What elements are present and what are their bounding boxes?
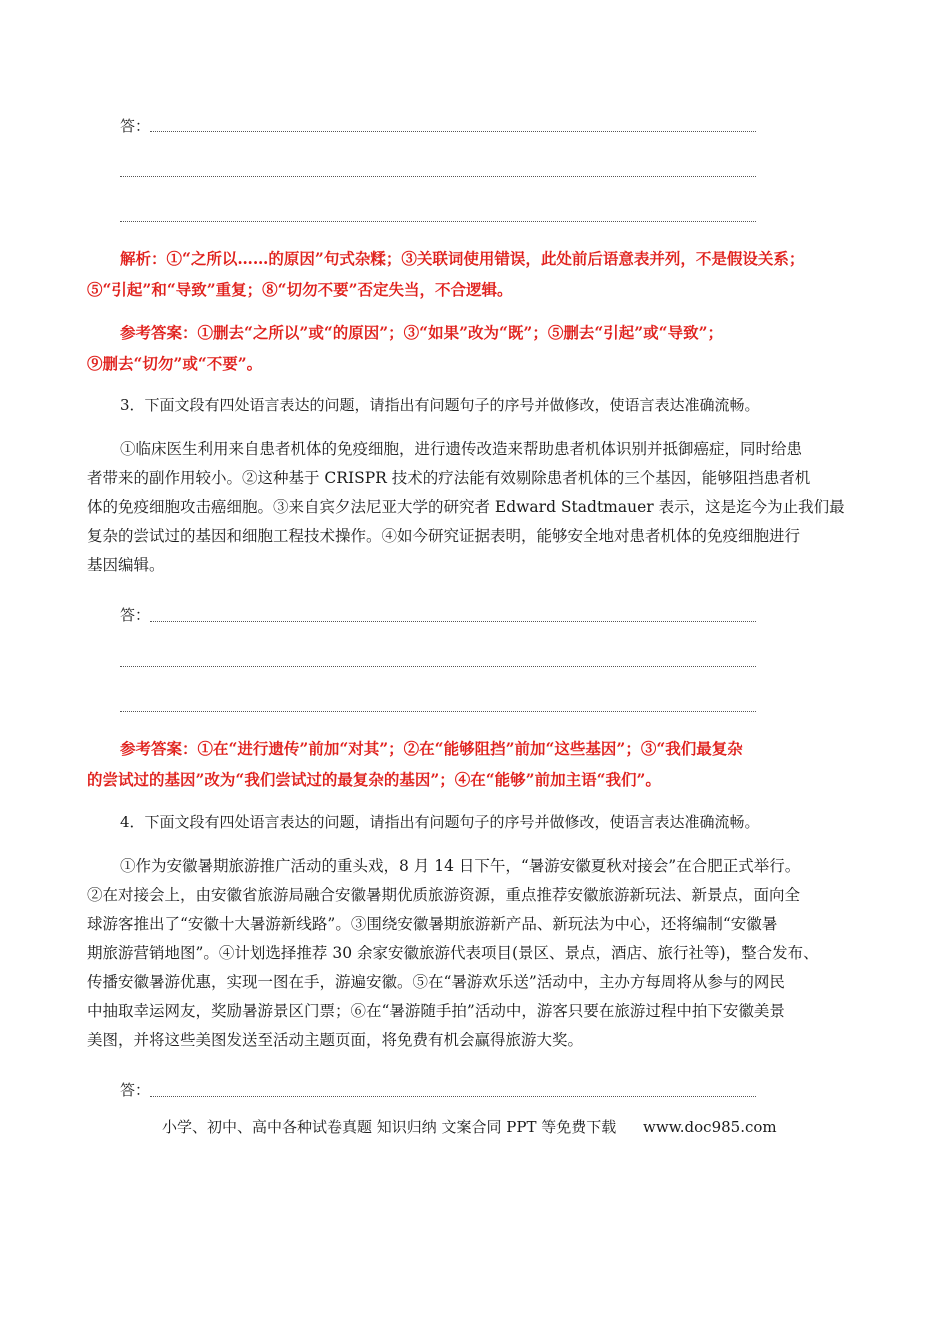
analysis-line: ⑤“引起”和“导致”重复；⑧“切勿不要”否定失当，不合逻辑。 bbox=[87, 280, 513, 299]
answer-line[interactable] bbox=[120, 666, 756, 667]
passage-line: 中抽取幸运网友，奖励暑游景区门票；⑥在“暑游随手拍”活动中，游客只要在旅游过程中拍下安徽美景 bbox=[87, 1002, 785, 1020]
passage-line: ①临床医生利用来自患者机体的免疫细胞，进行遗传改造来帮助患者机体识别并抵御癌症，同时给患 bbox=[120, 440, 803, 458]
answer-line[interactable] bbox=[120, 711, 756, 712]
answer-line[interactable] bbox=[150, 621, 756, 622]
footer-link[interactable]: www.doc985.com bbox=[643, 1118, 777, 1136]
passage-line: 者带来的副作用较小。②这种基于 CRISPR 技术的疗法能有效剔除患者机体的三个基因，能够阻挡患者机 bbox=[87, 469, 811, 487]
footer-text: 小学、初中、高中各种试卷真题 知识归纳 文案合同 PPT 等免费下载 bbox=[162, 1118, 617, 1136]
footer bbox=[162, 1116, 777, 1137]
passage-line: ②在对接会上，由安徽省旅游局融合安徽暑期优质旅游资源，重点推荐安徽旅游新玩法、新景点，面向全 bbox=[87, 886, 801, 904]
question-3: 3．下面文段有四处语言表达的问题，请指出有问题句子的序号并做修改，使语言表达准确流畅。 bbox=[120, 396, 760, 414]
answer-label: 答： bbox=[120, 1081, 151, 1099]
passage-line: 基因编辑。 bbox=[87, 556, 165, 574]
reference-answer-line: 参考答案：①删去“之所以”或“的原因”；③“如果”改为“既”；⑤删去“引起”或“导致”； bbox=[120, 323, 723, 342]
question-4: 4．下面文段有四处语言表达的问题，请指出有问题句子的序号并做修改，使语言表达准确流畅。 bbox=[120, 813, 760, 831]
answer-line[interactable] bbox=[120, 176, 756, 177]
reference-answer-line: 参考答案：①在“进行遗传”前加“对其”；②在“能够阻挡”前加“这些基因”；③“我们最复杂 bbox=[120, 739, 743, 758]
answer-label: 答： bbox=[120, 606, 151, 624]
answer-line[interactable] bbox=[150, 1096, 756, 1097]
analysis-line: 解析：①“之所以……的原因”句式杂糅；③关联词使用错误，此处前后语意表并列，不是假设关系； bbox=[120, 249, 805, 268]
passage-line: 期旅游营销地图”。④计划选择推荐 30 余家安徽旅游代表项目(景区、景点，酒店、旅行社等)，整合发布、 bbox=[87, 944, 819, 962]
question-4-passage bbox=[87, 852, 860, 1055]
answer-line[interactable] bbox=[150, 131, 756, 132]
answer-line[interactable] bbox=[120, 221, 756, 222]
passage-line: 复杂的尝试过的基因和细胞工程技术操作。④如今研究证据表明，能够安全地对患者机体的免疫细胞进行 bbox=[87, 527, 801, 545]
reference-answer-line: ⑨删去“切勿”或“不要”。 bbox=[87, 354, 263, 373]
passage-line: ①作为安徽暑期旅游推广活动的重头戏，8 月 14 日下午，“暑游安徽夏秋对接会”在合肥正式举行。 bbox=[120, 857, 801, 875]
answer-label: 答： bbox=[120, 117, 151, 135]
passage-line: 美图，并将这些美图发送至活动主题页面，将免费有机会赢得旅游大奖。 bbox=[87, 1031, 584, 1049]
reference-answer-line: 的尝试过的基因”改为“我们尝试过的最复杂的基因”；④在“能够”前加主语“我们”。 bbox=[87, 770, 661, 789]
passage-line: 传播安徽暑游优惠，实现一图在手，游遍安徽。⑤在“暑游欢乐送”活动中，主办方每周将从参与的网民 bbox=[87, 973, 785, 991]
question-3-passage bbox=[87, 435, 860, 580]
passage-line: 球游客推出了“安徽十大暑游新线路”。③围绕安徽暑期旅游新产品、新玩法为中心，还将编制“安徽暑 bbox=[87, 915, 778, 933]
passage-line: 体的免疫细胞攻击癌细胞。③来自宾夕法尼亚大学的研究者 Edward Stadtmauer 表示，这是迄今为止我们最 bbox=[87, 498, 845, 516]
